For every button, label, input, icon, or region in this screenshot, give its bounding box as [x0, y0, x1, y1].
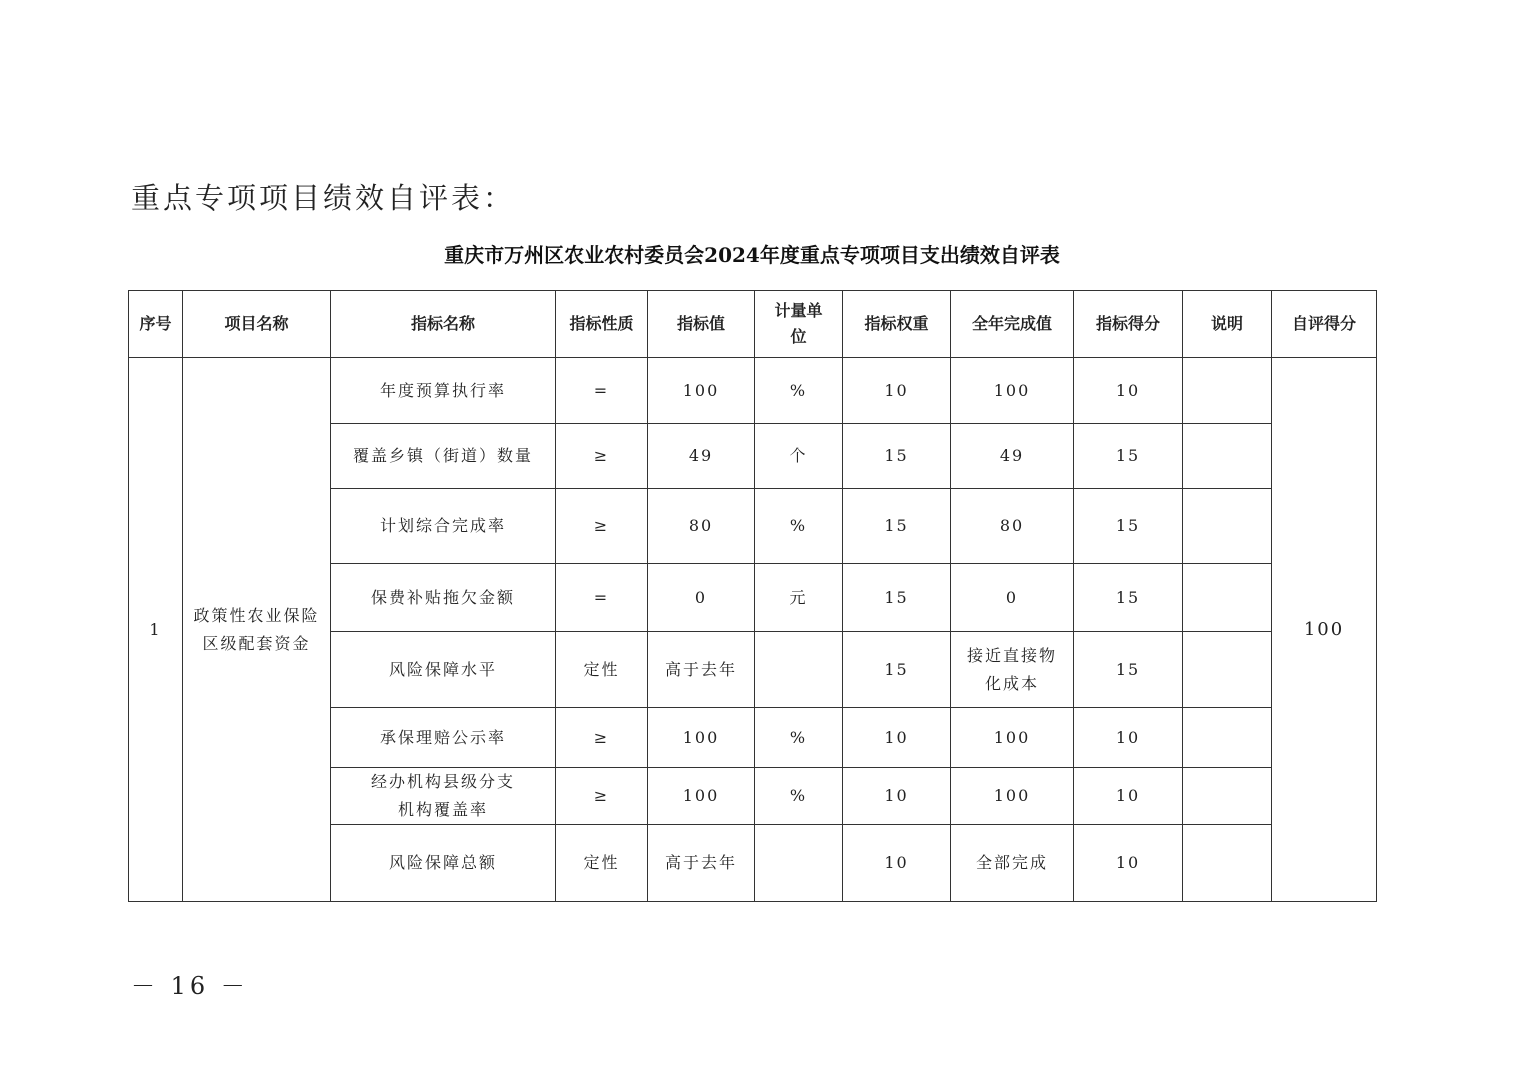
indicator-nature: 定性: [556, 825, 648, 902]
indicator-unit: [755, 632, 843, 708]
indicator-score: 15: [1074, 489, 1183, 564]
header-seq: 序号: [129, 291, 183, 358]
indicator-nature: ≥: [556, 424, 648, 489]
indicator-value: 49: [648, 424, 755, 489]
indicator-name: 风险保障水平: [331, 632, 556, 708]
indicator-note: [1183, 632, 1272, 708]
indicator-actual: 100: [951, 768, 1074, 825]
indicator-name: 覆盖乡镇（街道）数量: [331, 424, 556, 489]
indicator-note: [1183, 489, 1272, 564]
indicator-value: 100: [648, 708, 755, 768]
indicator-nature: ≥: [556, 489, 648, 564]
table-row: [129, 358, 1377, 424]
indicator-actual: 80: [951, 489, 1074, 564]
indicator-value: 0: [648, 564, 755, 632]
indicator-value: 80: [648, 489, 755, 564]
indicator-nature: =: [556, 358, 648, 424]
indicator-value: 100: [648, 768, 755, 825]
self-score: 100: [1272, 358, 1377, 902]
indicator-unit: %: [755, 768, 843, 825]
header-nature: 指标性质: [556, 291, 648, 358]
indicator-weight: 10: [843, 708, 951, 768]
indicator-name: 经办机构县级分支机构覆盖率: [331, 768, 556, 825]
indicator-name: 承保理赔公示率: [331, 708, 556, 768]
page-number: － 16 －: [131, 972, 249, 1000]
indicator-score: 15: [1074, 424, 1183, 489]
indicator-nature: =: [556, 564, 648, 632]
header-note: 说明: [1183, 291, 1272, 358]
header-row: [129, 291, 1377, 358]
indicator-weight: 10: [843, 768, 951, 825]
project-name: 政策性农业保险区级配套资金: [183, 358, 331, 902]
header-weight: 指标权重: [843, 291, 951, 358]
indicator-weight: 15: [843, 632, 951, 708]
indicator-nature: ≥: [556, 708, 648, 768]
indicator-actual: 100: [951, 708, 1074, 768]
indicator-nature: 定性: [556, 632, 648, 708]
indicator-value: 高于去年: [648, 825, 755, 902]
table-title: 重庆市万州区农业农村委员会2024年度重点专项项目支出绩效自评表: [444, 243, 1060, 267]
indicator-score: 15: [1074, 564, 1183, 632]
indicator-actual: 0: [951, 564, 1074, 632]
indicator-unit: %: [755, 708, 843, 768]
header-value: 指标值: [648, 291, 755, 358]
header-self-score: 自评得分: [1272, 291, 1377, 358]
indicator-value: 高于去年: [648, 632, 755, 708]
indicator-unit: 元: [755, 564, 843, 632]
indicator-note: [1183, 564, 1272, 632]
header-project: 项目名称: [183, 291, 331, 358]
header-indicator: 指标名称: [331, 291, 556, 358]
header-unit: 计量单位: [755, 291, 843, 358]
indicator-note: [1183, 768, 1272, 825]
indicator-actual: 49: [951, 424, 1074, 489]
performance-table: [128, 290, 1377, 902]
indicator-name: 风险保障总额: [331, 825, 556, 902]
indicator-weight: 15: [843, 489, 951, 564]
indicator-weight: 15: [843, 424, 951, 489]
indicator-note: [1183, 825, 1272, 902]
indicator-weight: 10: [843, 825, 951, 902]
indicator-unit: [755, 825, 843, 902]
header-score: 指标得分: [1074, 291, 1183, 358]
indicator-note: [1183, 708, 1272, 768]
indicator-actual: 全部完成: [951, 825, 1074, 902]
indicator-score: 10: [1074, 825, 1183, 902]
indicator-weight: 15: [843, 564, 951, 632]
indicator-value: 100: [648, 358, 755, 424]
header-actual: 全年完成值: [951, 291, 1074, 358]
indicator-unit: 个: [755, 424, 843, 489]
indicator-unit: %: [755, 358, 843, 424]
indicator-unit: %: [755, 489, 843, 564]
indicator-nature: ≥: [556, 768, 648, 825]
indicator-actual: 接近直接物化成本: [951, 632, 1074, 708]
indicator-score: 10: [1074, 708, 1183, 768]
indicator-score: 10: [1074, 358, 1183, 424]
project-seq: 1: [129, 358, 183, 902]
indicator-score: 15: [1074, 632, 1183, 708]
indicator-note: [1183, 358, 1272, 424]
indicator-actual: 100: [951, 358, 1074, 424]
indicator-name: 年度预算执行率: [331, 358, 556, 424]
indicator-score: 10: [1074, 768, 1183, 825]
indicator-name: 计划综合完成率: [331, 489, 556, 564]
indicator-note: [1183, 424, 1272, 489]
indicator-weight: 10: [843, 358, 951, 424]
section-heading: 重点专项项目绩效自评表：: [131, 181, 516, 215]
indicator-name: 保费补贴拖欠金额: [331, 564, 556, 632]
